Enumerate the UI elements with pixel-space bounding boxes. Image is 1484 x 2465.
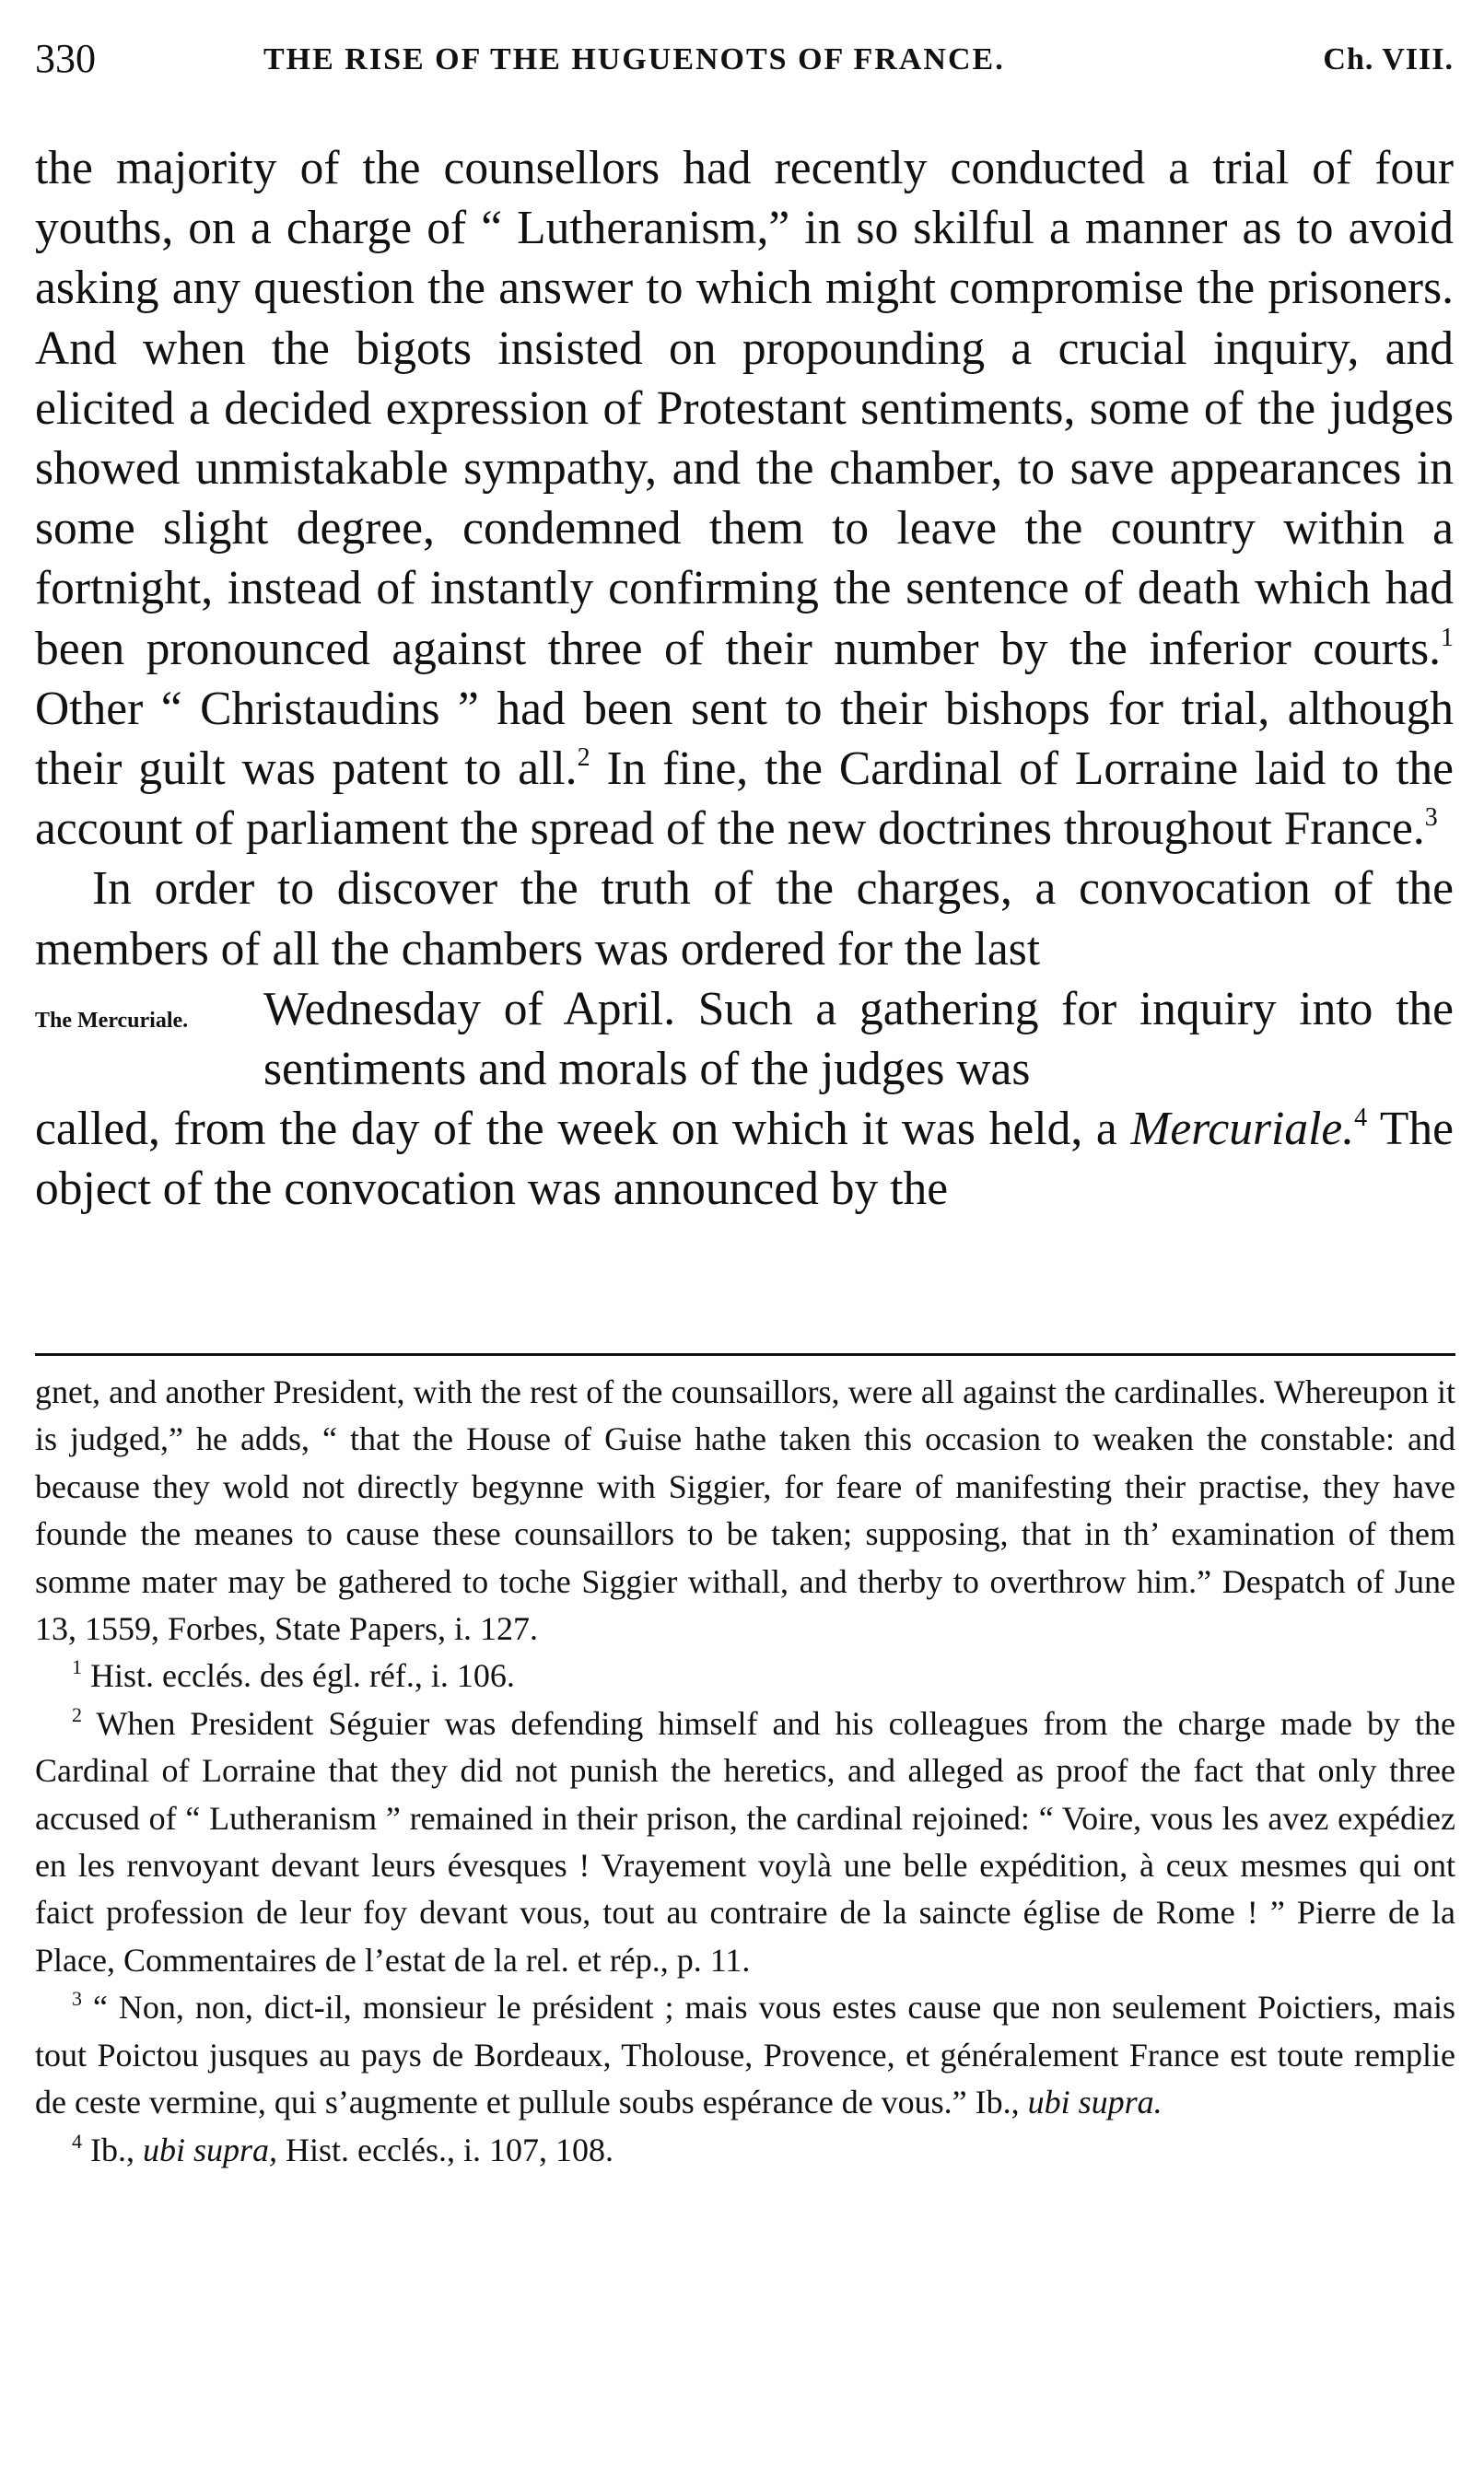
footnotes — [35, 1369, 1455, 2174]
footnote-4 — [35, 2127, 1455, 2174]
footnote-1-text: Hist. ecclés. des égl. réf., i. 106. — [82, 1657, 515, 1695]
footnote-4-text-b: Hist. ecclés., i. 107, 108. — [277, 2131, 613, 2168]
footnote-3-text: “ Non, non, dict-il, monsieur le président ; mais vous estes cause que non seulement Poictiers, mais tout Poictou jusques au pays de Bordeaux, Tholouse, Provence, et généralement France est toute remplie de ceste vermine, qui s’augmente et pullule soubs espérance de vous.” Ib., — [35, 1989, 1455, 2121]
paragraph-2-text-b: Wednesday of April. Such a gathering for inquiry into the sentiments and morals of the judges was — [263, 982, 1454, 1096]
main-text — [35, 138, 1454, 1220]
paragraph-2-text-d: The object of the convocation was announced by the — [35, 1103, 1454, 1216]
footnote-ref-3: 3 — [1424, 803, 1438, 833]
footnote-4-text-a: Ib., — [82, 2131, 143, 2168]
chapter-label: Ch. VIII. — [1323, 42, 1454, 76]
running-head — [35, 35, 1454, 90]
footnote-1 — [35, 1653, 1455, 1700]
footnote-ref-1: 1 — [1441, 623, 1454, 652]
paragraph-2-text-a: In order to discover the truth of the charges, a convocation of the members of all the chambers was ordered for the last — [35, 862, 1454, 975]
footnote-3 — [35, 1984, 1455, 2126]
page-number: 330 — [35, 36, 96, 81]
footnote-2-text: When President Séguier was defending himself and his colleagues from the charge made by the Cardinal of Lorraine that they did not punish the heretics, and alleged as proof the fact that only three accused of “ Lutheranism ” remained in their prison, the cardinal rejoined: “ Voire, vous les avez expédiez en les renvoyant devant leurs évesques ! Vrayement voylà une belle expédition, à ceux mesmes qui ont faict profession de leur foy devant vous, tout au contraire de la saincte église de Rome ! ” Pierre de la Place, Commentaires de l’estat de la rel. et rép., p. 11. — [35, 1704, 1455, 1979]
footnote-ref-2: 2 — [577, 743, 590, 773]
paragraph-1-text-b: Other “ Christaudins ” had been sent to their bishops for trial, although their guilt was patent to all. — [35, 682, 1454, 796]
footnote-1-mark: 1 — [72, 1655, 82, 1679]
running-title: THE RISE OF THE HUGUENOTS OF FRANCE. — [263, 42, 1005, 76]
footnote-ref-4: 4 — [1354, 1104, 1368, 1133]
footnote-2-mark: 2 — [72, 1702, 82, 1726]
footnote-3-mark: 3 — [72, 1987, 82, 2011]
footnote-3-italic: ubi supra. — [1027, 2084, 1163, 2121]
paragraph-2-mid — [263, 979, 1454, 1099]
paragraph-2-start — [35, 859, 1454, 978]
footnote-4-italic: ubi supra, — [143, 2131, 278, 2168]
margin-note: The Mercuriale. — [35, 1008, 189, 1033]
paragraph-1 — [35, 138, 1454, 859]
paragraph-2-end — [35, 1099, 1454, 1219]
mercuriale-term: Mercuriale. — [1130, 1103, 1355, 1156]
paragraph-1-text: the majority of the counsellors had recently conducted a trial of four youths, on a charge of “ Lutheranism,” in so skilful a manner as to avoid asking any question the answer to which might compromise the prisoners. And when the bigots insisted on propounding a crucial inquiry, and elicited a decided expression of Protestant sentiments, some of the judges showed unmistakable sympathy, and the chamber, to save appearances in some slight degree, condemned them to leave the country within a fortnight, instead of instantly confirming the sentence of death which had been pronounced against three of their number by the inferior courts. — [35, 142, 1454, 675]
footnote-continued: gnet, and another President, with the rest of the counsaillors, were all against the cardinalles. Whereupon it is judged,” he adds, “ that the House of Guise hathe taken this occasion to weaken the constable: and because they wold not directly begynne with Siggier, for feare of manifesting their practise, they have founde the meanes to cause these counsaillors to be taken; supposing, that in th’ examination of them somme mater may be gathered to toche Siggier withall, and therby to overthrow him.” Despatch of June 13, 1559, Forbes, State Papers, i. 127. — [35, 1373, 1455, 1648]
paragraph-2-text-c: called, from the day of the week on which it was held, a — [35, 1103, 1131, 1156]
footnote-4-mark: 4 — [72, 2129, 82, 2153]
footnote-rule — [35, 1353, 1455, 1356]
footnote-2 — [35, 1700, 1455, 1984]
paragraph-1-text-c: In fine, the Cardinal of Lorraine laid to the account of parliament the spread of the new doctrines throughout France. — [35, 742, 1454, 856]
sidenote-block — [35, 979, 1454, 1099]
